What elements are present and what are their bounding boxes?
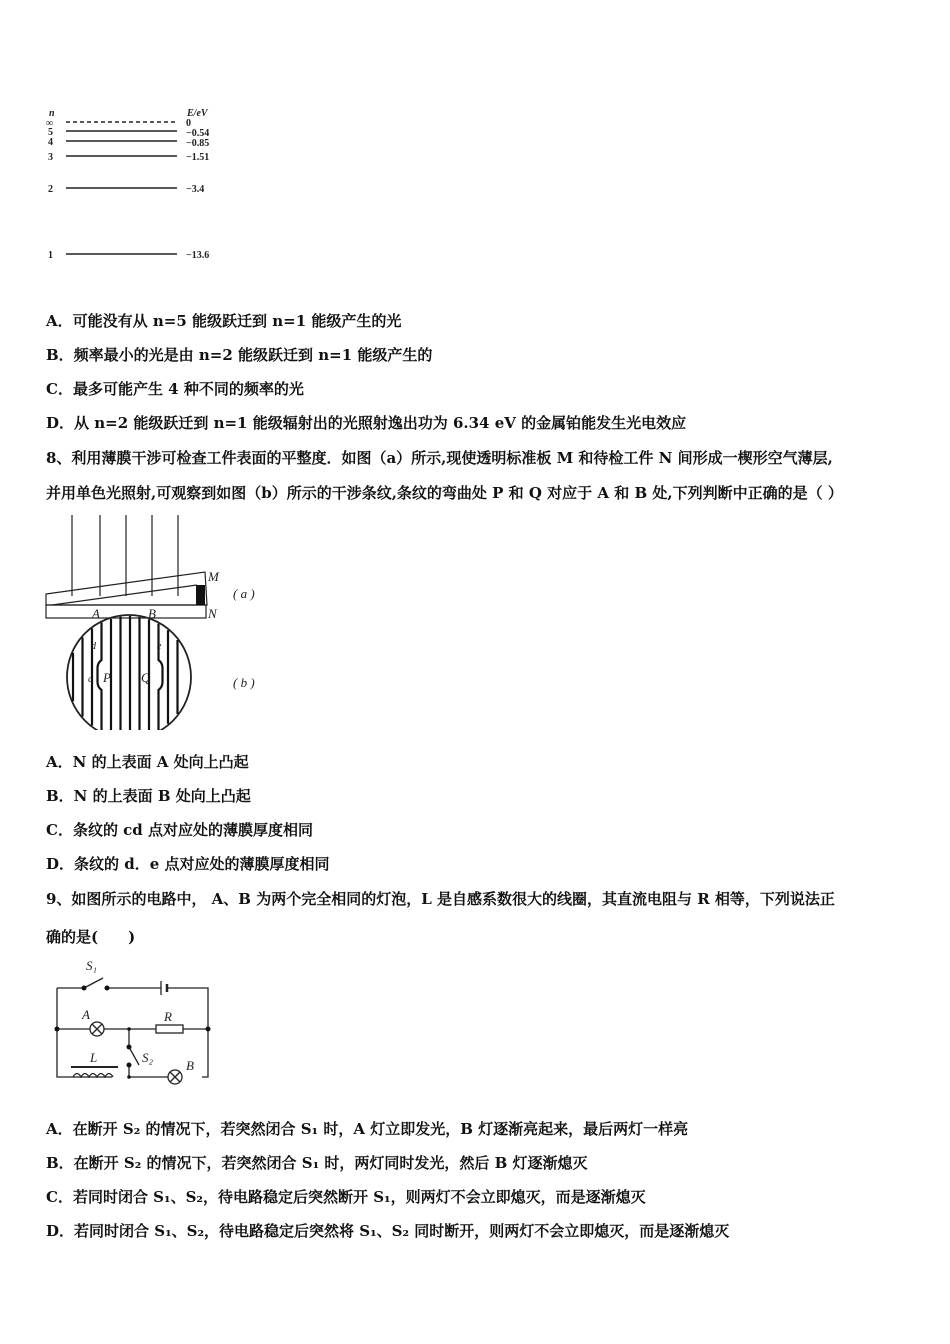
level-n: 5 — [48, 127, 53, 138]
q9-option-b: B．在断开 S₂ 的情况下，若突然闭合 S₁ 时，两灯同时发光，然后 B 灯逐渐熄灭 — [46, 1154, 588, 1172]
q7-option-b: B．频率最小的光是由 n=2 能级跃迁到 n=1 能级产生的 — [46, 346, 433, 364]
q8-option-d: D．条纹的 d．e 点对应处的薄膜厚度相同 — [46, 855, 330, 873]
label-e: e — [157, 641, 162, 652]
q9-option-a: A．在断开 S₂ 的情况下，若突然闭合 S₁ 时，A 灯立即发光，B 灯逐渐亮起来，最后两灯一样亮 — [46, 1120, 689, 1138]
level-energy: −0.54 — [186, 128, 210, 139]
label-m: M — [208, 569, 219, 584]
label-b: B — [148, 606, 156, 621]
label-figure-b: ( b ) — [233, 675, 255, 690]
switch-s2 — [129, 1047, 139, 1065]
thin-film-figure — [40, 510, 270, 730]
label-a: A — [82, 1007, 90, 1022]
resistor-r — [156, 1025, 183, 1033]
label-b: B — [186, 1058, 194, 1073]
q8-option-c: C．条纹的 cd 点对应处的薄膜厚度相同 — [46, 821, 314, 839]
spacer-block — [196, 585, 205, 605]
q7-option-d: D．从 n=2 能级跃迁到 n=1 能级辐射出的光照射逸出功为 6.34 eV 的金属铂能发生光电效应 — [46, 414, 687, 432]
level-n: 2 — [48, 184, 53, 195]
energy-level-diagram — [40, 100, 240, 270]
energy-axis-label: E/eV — [187, 108, 208, 119]
circuit-diagram — [40, 950, 230, 1090]
level-energy: 0 — [186, 118, 191, 129]
label-s1: S₁ — [86, 958, 98, 973]
label-l: L — [90, 1050, 98, 1065]
fringe-line — [98, 623, 102, 730]
q7-option-c: C．最多可能产生 4 种不同的频率的光 — [46, 380, 304, 398]
interference-fringes — [73, 616, 178, 730]
level-n: 1 — [48, 250, 53, 261]
level-energy: −3.4 — [186, 184, 205, 195]
q9-stem: 9、如图所示的电路中， A、B 为两个完全相同的灯泡，L 是自感系数很大的线圈，其直流电阻与 R 相等，下列说法正 — [46, 890, 835, 908]
label-a: A — [92, 606, 100, 621]
label-s2: S₂ — [142, 1050, 154, 1065]
level-energy: −0.85 — [186, 138, 210, 149]
q7-option-a: A．可能没有从 n=5 能级跃迁到 n=1 能级产生的光 — [46, 312, 402, 330]
q9-option-d: D．若同时闭合 S₁、S₂，待电路稳定后突然将 S₁、S₂ 同时断开，则两灯不会立即熄灭，而是逐渐熄灭 — [46, 1222, 730, 1240]
switch-s1 — [84, 978, 103, 988]
fringe-line — [159, 624, 163, 730]
q8-option-b: B．N 的上表面 B 处向上凸起 — [46, 787, 251, 805]
n-axis-label: n — [49, 108, 55, 119]
q8-stem: 并用单色光照射,可观察到如图（b）所示的干涉条纹,条纹的弯曲处 P 和 Q 对应于 A 和 B 处,下列判断中正确的是（ ） — [46, 484, 843, 502]
level-n: 3 — [48, 152, 53, 163]
label-q: Q — [141, 670, 151, 685]
q9-option-c: C．若同时闭合 S₁、S₂，待电路稳定后突然断开 S₁，则两灯不会立即熄灭，而是逐渐熄灭 — [46, 1188, 646, 1206]
q9-stem: 确的是( ) — [46, 928, 136, 946]
label-figure-a: ( a ) — [233, 586, 255, 601]
level-energy: −13.6 — [186, 250, 210, 261]
label-c: c — [88, 674, 93, 685]
label-n: N — [208, 606, 217, 621]
q8-option-a: A．N 的上表面 A 处向上凸起 — [46, 753, 249, 771]
label-p: P — [103, 670, 111, 685]
q8-stem: 8、利用薄膜干涉可检查工件表面的平整度．如图（a）所示,现使透明标准板 M 和待检工件 N 间形成一楔形空气薄层, — [46, 449, 833, 467]
level-n: ∞ — [46, 118, 54, 129]
level-energy: −1.51 — [186, 152, 210, 163]
label-r: R — [164, 1009, 172, 1024]
label-d: d — [91, 641, 96, 652]
level-n: 4 — [48, 137, 53, 148]
